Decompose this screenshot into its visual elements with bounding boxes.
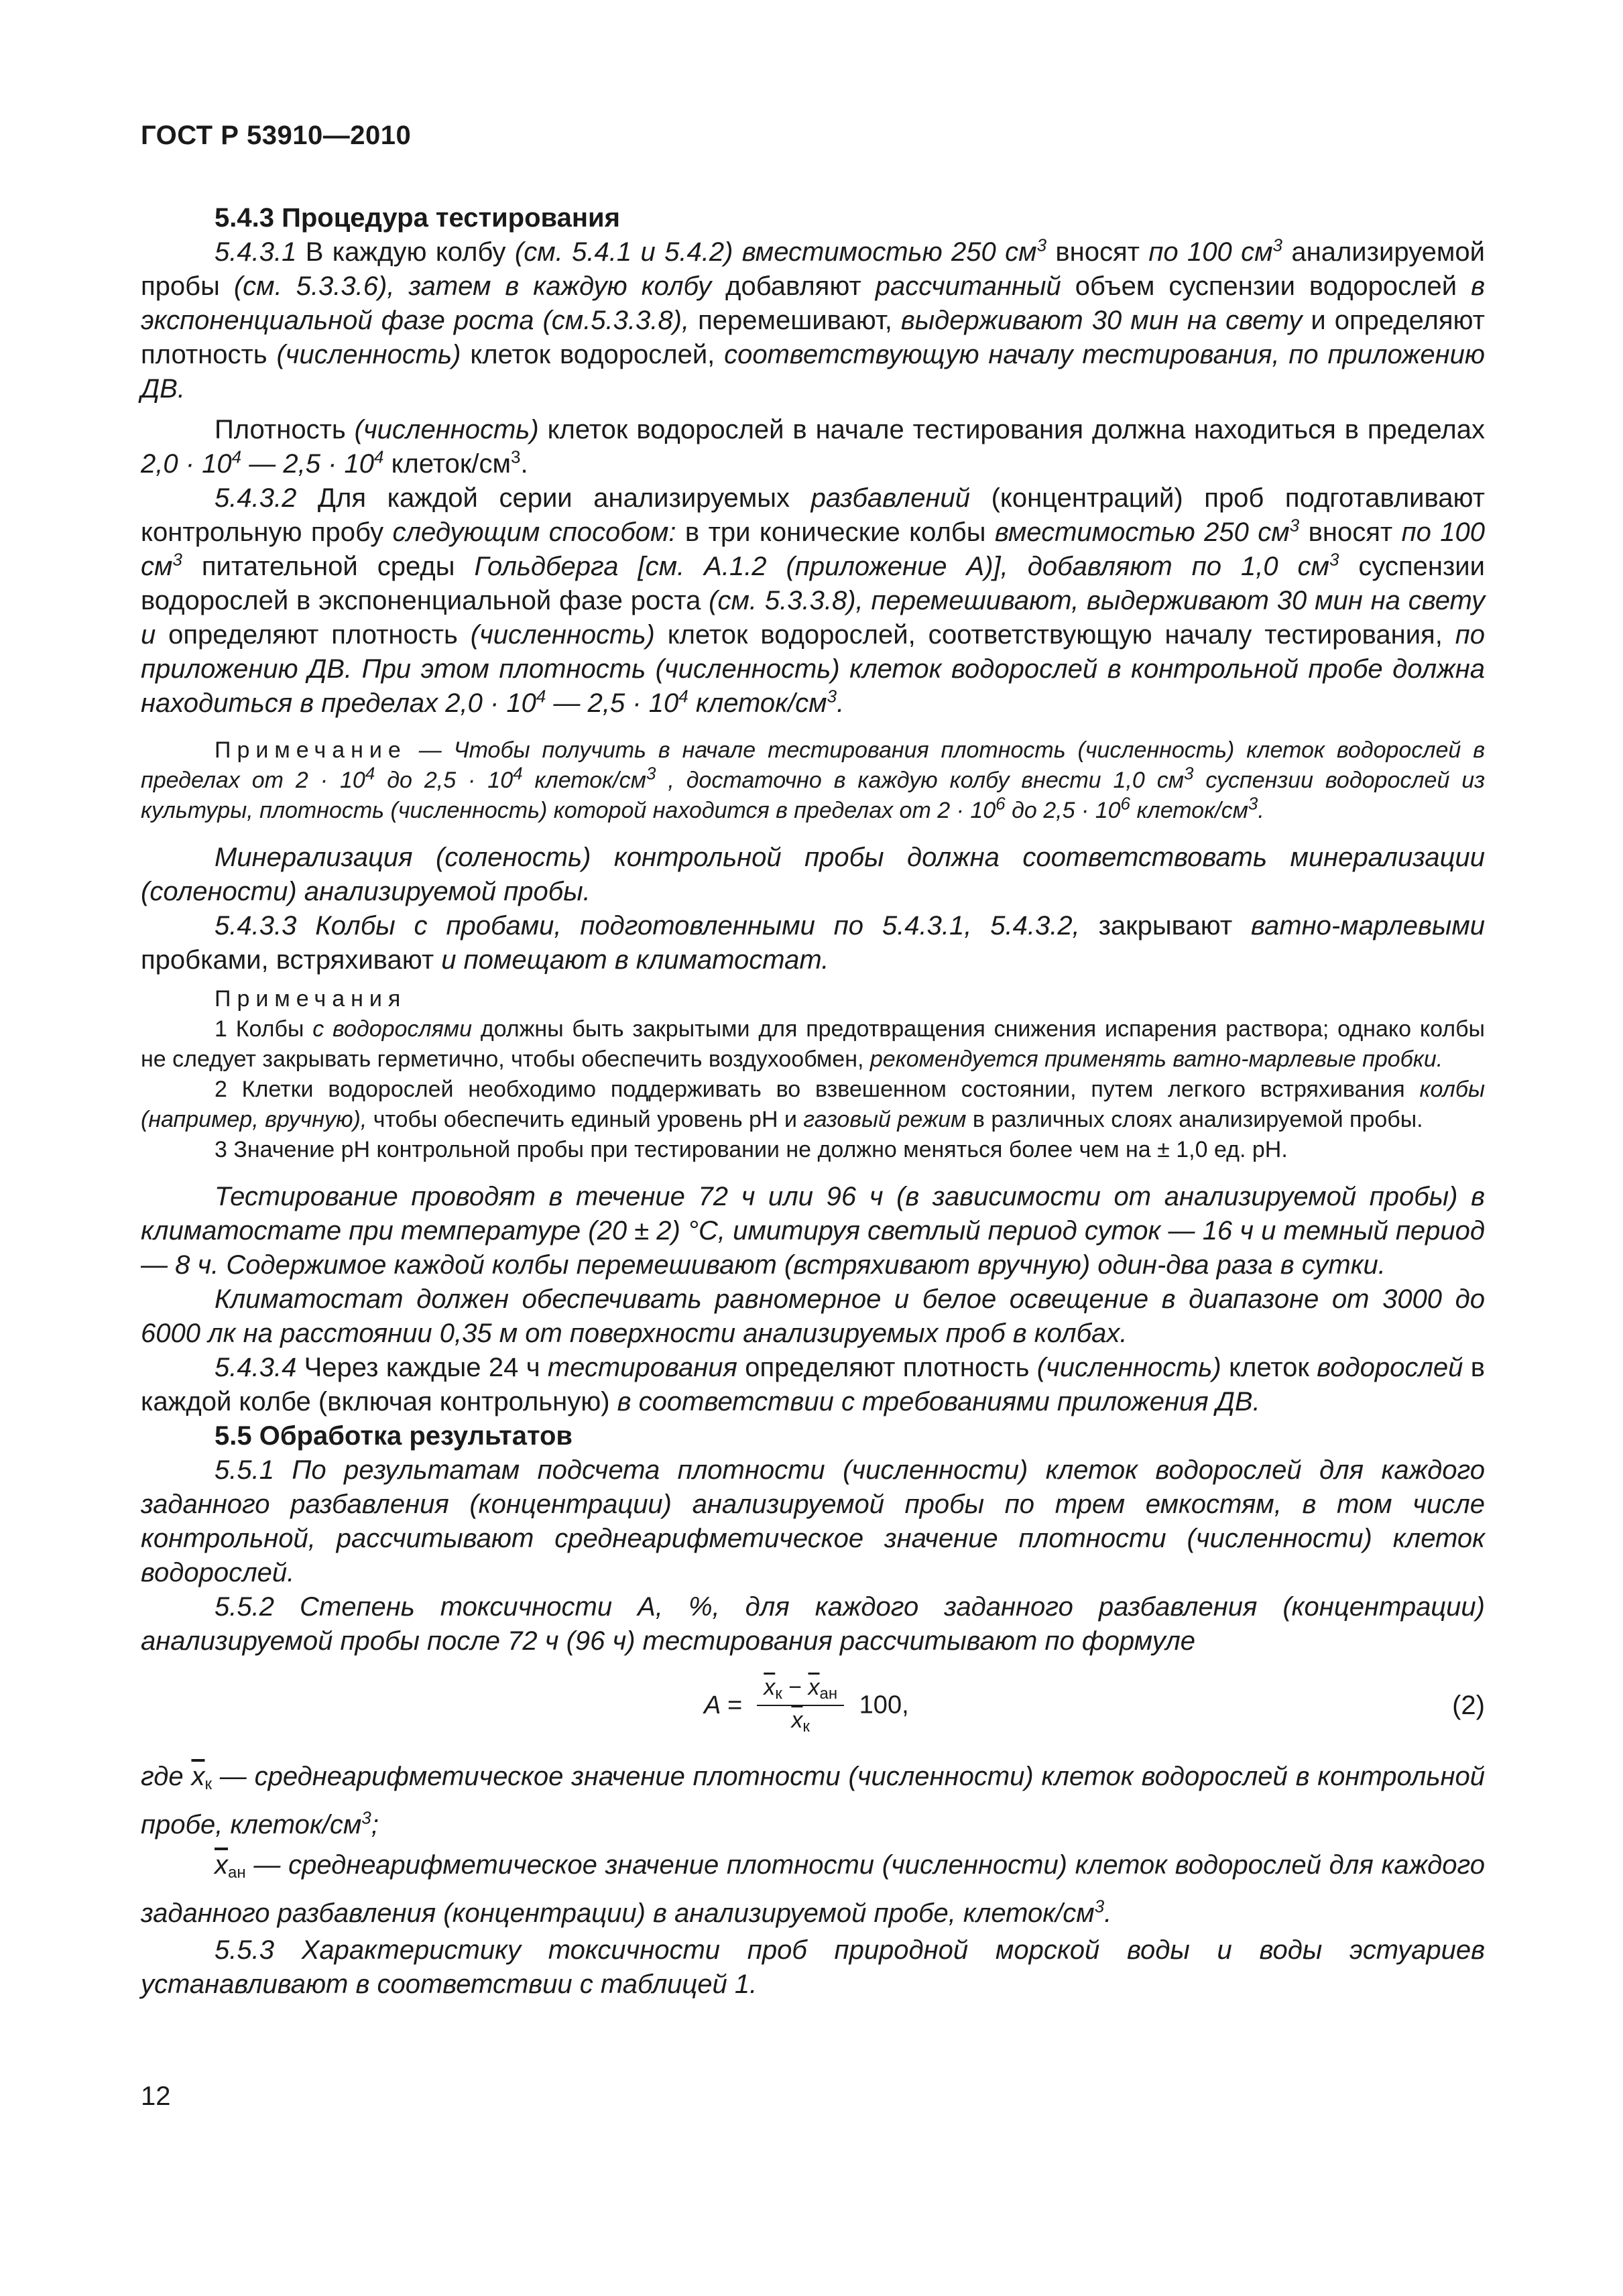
note-1: 1 Колбы с водорослями должны быть закрытыми для предотвращения снижения испарения раствора; однако колбы не следует закрывать герметично, чтобы обеспечить воздухообмен, рекомендуется применять ватно-марлевые пробки.: [141, 1016, 1485, 1072]
page-number: 12: [141, 2081, 171, 2111]
paragraph-mineralization: Минерализация (соленость) контрольной пробы должна соответствовать минерализации (солености) анализируемой пробы.: [141, 843, 1485, 906]
paragraph-5-4-3-1: 5.4.3.1 В каждую колбу (см. 5.4.1 и 5.4.2) вместимостью 250 $см^3$ вносят по 100 $см^3$ анализируемой пробы (см. 5.3.3.6), затем в каждую колбу добавляют рассчитанный объем суспензии водорослей в экспоненциальной фазе роста (см.5.3.3.8), перемешивают, выдерживают 30 мин на свету и определяют плотность (численность) клеток водорослей, соответствующую началу тестирования, по приложению ДВ.: [141, 235, 1486, 404]
heading-5-4-3: 5.4.3 Процедура тестирования: [215, 203, 620, 233]
formula-denominator: $\overline{x}_к$: [791, 1707, 810, 1736]
formula-fraction: [757, 1675, 844, 1736]
equation-number: (2): [1452, 1691, 1485, 1720]
paragraph-5-5-2: 5.5.2 Степень токсичности А, %, для каждого заданного разбавления (концентрации) анализируемой пробы после 72 ч (96 ч) тестирования рассчитывают по формуле: [141, 1592, 1485, 1656]
formula-definitions: [141, 1756, 1485, 1933]
paragraph-5-5-3: 5.5.3 Характеристику токсичности проб природной морской воды и воды эстуариев устанавливают в соответствии с таблицей 1.: [141, 1935, 1485, 1999]
formula-numerator: $\overline{x}_к - \overline{x}_{ан}$: [757, 1675, 844, 1706]
notes-label: Примечания: [215, 986, 407, 1012]
paragraph-5-4-3-3: 5.4.3.3 Колбы с пробами, подготовленными по 5.4.3.1, 5.4.3.2, закрывают ватно-марлевыми пробками, встряхивают и помещают в климатостат.: [141, 911, 1485, 975]
formula-multiplier: 100,: [859, 1691, 909, 1719]
note-3: 3 Значение pH контрольной пробы при тестировании не должно меняться более чем на ± 1,0 ед. pH.: [215, 1137, 1288, 1162]
heading-5-5: 5.5 Обработка результатов: [215, 1421, 573, 1451]
paragraph-density-range: Плотность (численность) клеток водорослей в начале тестирования должна находиться в пределах $2,0 \cdot 10^4$ — $2,5 \cdot 10^4$ клеток/$см^3$.: [141, 415, 1485, 479]
paragraph-5-4-3-4: 5.4.3.4 Через каждые 24 ч тестирования определяют плотность (численность) клеток водорослей в каждой колбе (включая контрольную) в соответствии с требованиями приложения ДВ.: [141, 1353, 1485, 1416]
paragraph-5-5-1: 5.5.1 По результатам подсчета плотности (численности) клеток водорослей для каждого заданного разбавления (концентрации) анализируемой пробы по трем емкостям, в том числе контрольной, рассчитывают среднеарифметическое значение плотности (численности) клеток водорослей.: [141, 1455, 1485, 1587]
note-density-prep: Примечание — Чтобы получить в начале тестирования плотность (численность) клеток водорослей в пределах от $2 \cdot 10^4$ до $2,5 \cdot 10^4$ клеток/$см^3$ , достаточно в каждую колбу внести 1,0 $см^3$ суспензии водорослей из культуры, плотность (численность) которой находится в пределах от $2 \cdot 10^6$ до $2,5 \cdot 10^6$ клеток/$см^3$.: [141, 737, 1485, 823]
formula-toxicity: [141, 1664, 1485, 1751]
paragraph-5-4-3-2: 5.4.3.2 Для каждой серии анализируемых разбавлений (концентраций) проб подготавливают контрольную пробу следующим способом: в три конические колбы вместимостью 250 $см^3$ вносят по 100 $см^3$ питательной среды Гольдберга [см. А.1.2 (приложение А)], добавляют по 1,0 $см^3$ суспензии водорослей в экспоненциальной фазе роста (см. 5.3.3.8), перемешивают, выдерживают 30 мин на свету и определяют плотность (численность) клеток водорослей, соответствующую началу тестирования, по приложению ДВ. При этом плотность (численность) клеток водорослей в контрольной пробе должна находиться в пределах $2,0 \cdot 10^4$ — $2,5 \cdot 10^4$ клеток/$см^3$.: [141, 483, 1486, 718]
paragraph-testing-duration: Тестирование проводят в течение 72 ч или 96 ч (в зависимости от анализируемой пробы) в климатостате при температуре (20 ± 2) °С, имитируя светлый период суток — 16 ч и темный период — 8 ч. Содержимое каждой колбы перемешивают (встряхивают вручную) один-два раза в сутки.: [141, 1182, 1485, 1280]
formula-expression: [704, 1675, 909, 1736]
definition-xk: где $\overline{x}_к$ — среднеарифметическое значение плотности (численности) клеток водорослей в контрольной пробе, клеток/$см^3$;: [141, 1762, 1485, 1839]
formula-lhs: A =: [704, 1691, 742, 1719]
paragraph-climatostat: Климатостат должен обеспечивать равномерное и белое освещение в диапазоне от 3000 до 6000 лк на расстоянии 0,35 м от поверхности анализируемых проб в колбах.: [141, 1284, 1485, 1348]
standard-header: ГОСТ Р 53910—2010: [141, 121, 412, 150]
definition-xan: $\overline{x}_{ан}$ — среднеарифметическое значение плотности (численности) клеток водорослей для каждого заданного разбавления (концентрации) в анализируемой пробе, клеток/$см^3$.: [141, 1850, 1485, 1928]
page-content: [141, 201, 1485, 2002]
note-2: 2 Клетки водорослей необходимо поддерживать во взвешенном состоянии, путем легкого встряхивания колбы (например, вручную), чтобы обеспечить единый уровень pH и газовый режим в различных слоях анализируемой пробы.: [141, 1077, 1485, 1132]
